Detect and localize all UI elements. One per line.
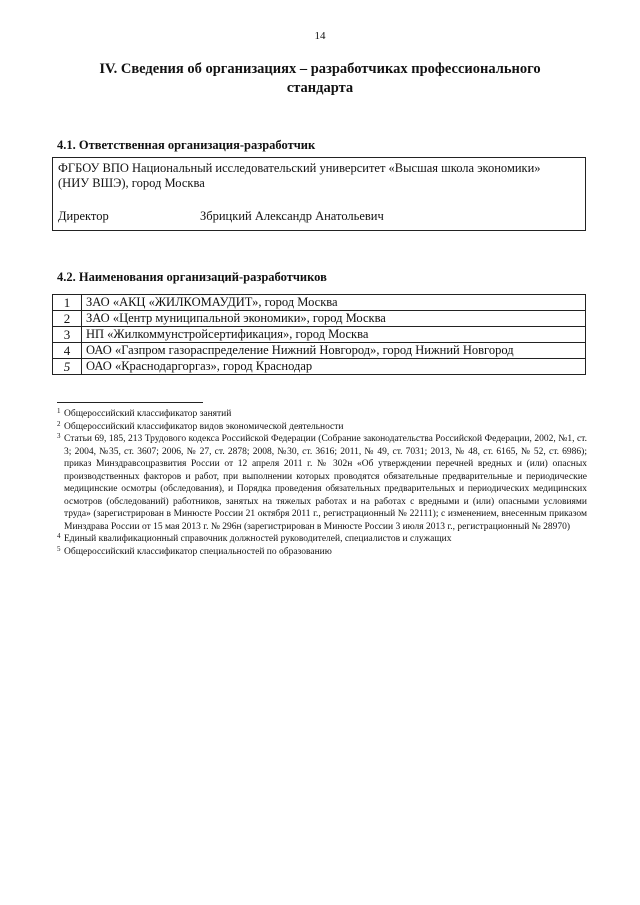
footnote-separator [57,402,203,403]
responsible-org-heading: 4.1. Ответственная организация-разработчик [57,138,316,152]
footnote-text: Общероссийский классификатор занятий [64,409,232,419]
row-number: 3 [53,327,82,343]
developer-orgs-heading: 4.2. Наименования организаций-разработчиков [57,270,327,284]
section-heading-line-1: IV. Сведения об организациях – разработчиках профессионального [99,61,541,77]
section-heading-line-2: стандарта [286,80,354,96]
table-row [53,359,586,375]
footnote-text: Общероссийский классификатор видов экономической деятельности [64,421,344,432]
footnote [57,408,587,421]
responsible-org-name [58,161,578,191]
developer-orgs-table [52,294,586,375]
footnote-text: Статьи 69, 185, 213 Трудового кодекса Российской Федерации (Собрание законодательства Российской Федерации, 2002, №1, ст. 3; 2004, №35, ст. 3607; 2006, № 27, ст. 2878; 2008, №30, ст. 3616; 2011, № 49, ст. 7031; 2013, № 48, ст. 6165, № 52, ст. 6986); приказ Минздравсоцразвития России от 12 апреля 2011 г. № 302н «Об утверждении перечней вредных и (или) опасных производственных факторов и работ, при выполнении которых проводятся обязательные предварительные и периодические медицинские осмотры (обследования), и Порядка проведения обязательных предварительных и периодических медицинских осмотров (обследований) работников, занятых на тяжелых работах и на работах с вредными и (или) опасными условиями труда» (зарегистрирован в Минюсте России 21 октября 2011 г., регистрационный № 22111); с изменением, внесенным приказом Минздрава России от 15 мая 2013 г. № 296н (зарегистрирован в Минюсте России 3 июля 2013 г., регистрационный № 28970) [64,434,587,532]
section-heading [70,60,570,98]
row-number: 2 [53,311,82,327]
footnote-mark: 1 [57,407,61,415]
org-name-cell: ЗАО «Центр муниципальной экономики», город Москва [82,311,586,327]
footnote-mark: 3 [57,432,61,440]
table-row [53,295,586,311]
footnote-mark: 5 [57,544,61,553]
table-row [53,311,586,327]
org-name-cell: ЗАО «АКЦ «ЖИЛКОМАУДИТ», город Москва [82,295,586,311]
footnote-text: Общероссийский классификатор специальностей по образованию [64,546,332,557]
row-number: 5 [53,359,82,375]
table-row [53,343,586,359]
footnote [57,421,587,434]
footnote-mark: 4 [57,532,61,540]
director-label: Директор [58,209,109,223]
footnote [57,546,587,559]
responsible-org-name-line-2: (НИУ ВШЭ), город Москва [58,176,205,190]
director-name: Збрицкий Александр Анатольевич [200,209,384,223]
footnote [57,533,587,546]
org-name-cell: ОАО «Краснодаргоргаз», город Краснодар [82,359,586,375]
row-number: 4 [53,343,82,359]
footnote [57,433,587,533]
footnote-mark: 2 [57,419,61,428]
responsible-org-box [52,157,586,231]
org-name-cell: ОАО «Газпром газораспределение Нижний Новгород», город Нижний Новгород [82,343,586,359]
table-row [53,327,586,343]
org-name-cell: НП «Жилкоммунстройсертификация», город Москва [82,327,586,343]
row-number: 1 [53,295,82,311]
responsible-org-name-line-1: ФГБОУ ВПО Национальный исследовательский университет «Высшая школа экономики» [58,161,541,175]
footnotes [57,408,587,558]
page-number: 14 [314,30,326,42]
footnote-text: Единый квалификационный справочник должностей руководителей, специалистов и служащих [64,534,452,544]
